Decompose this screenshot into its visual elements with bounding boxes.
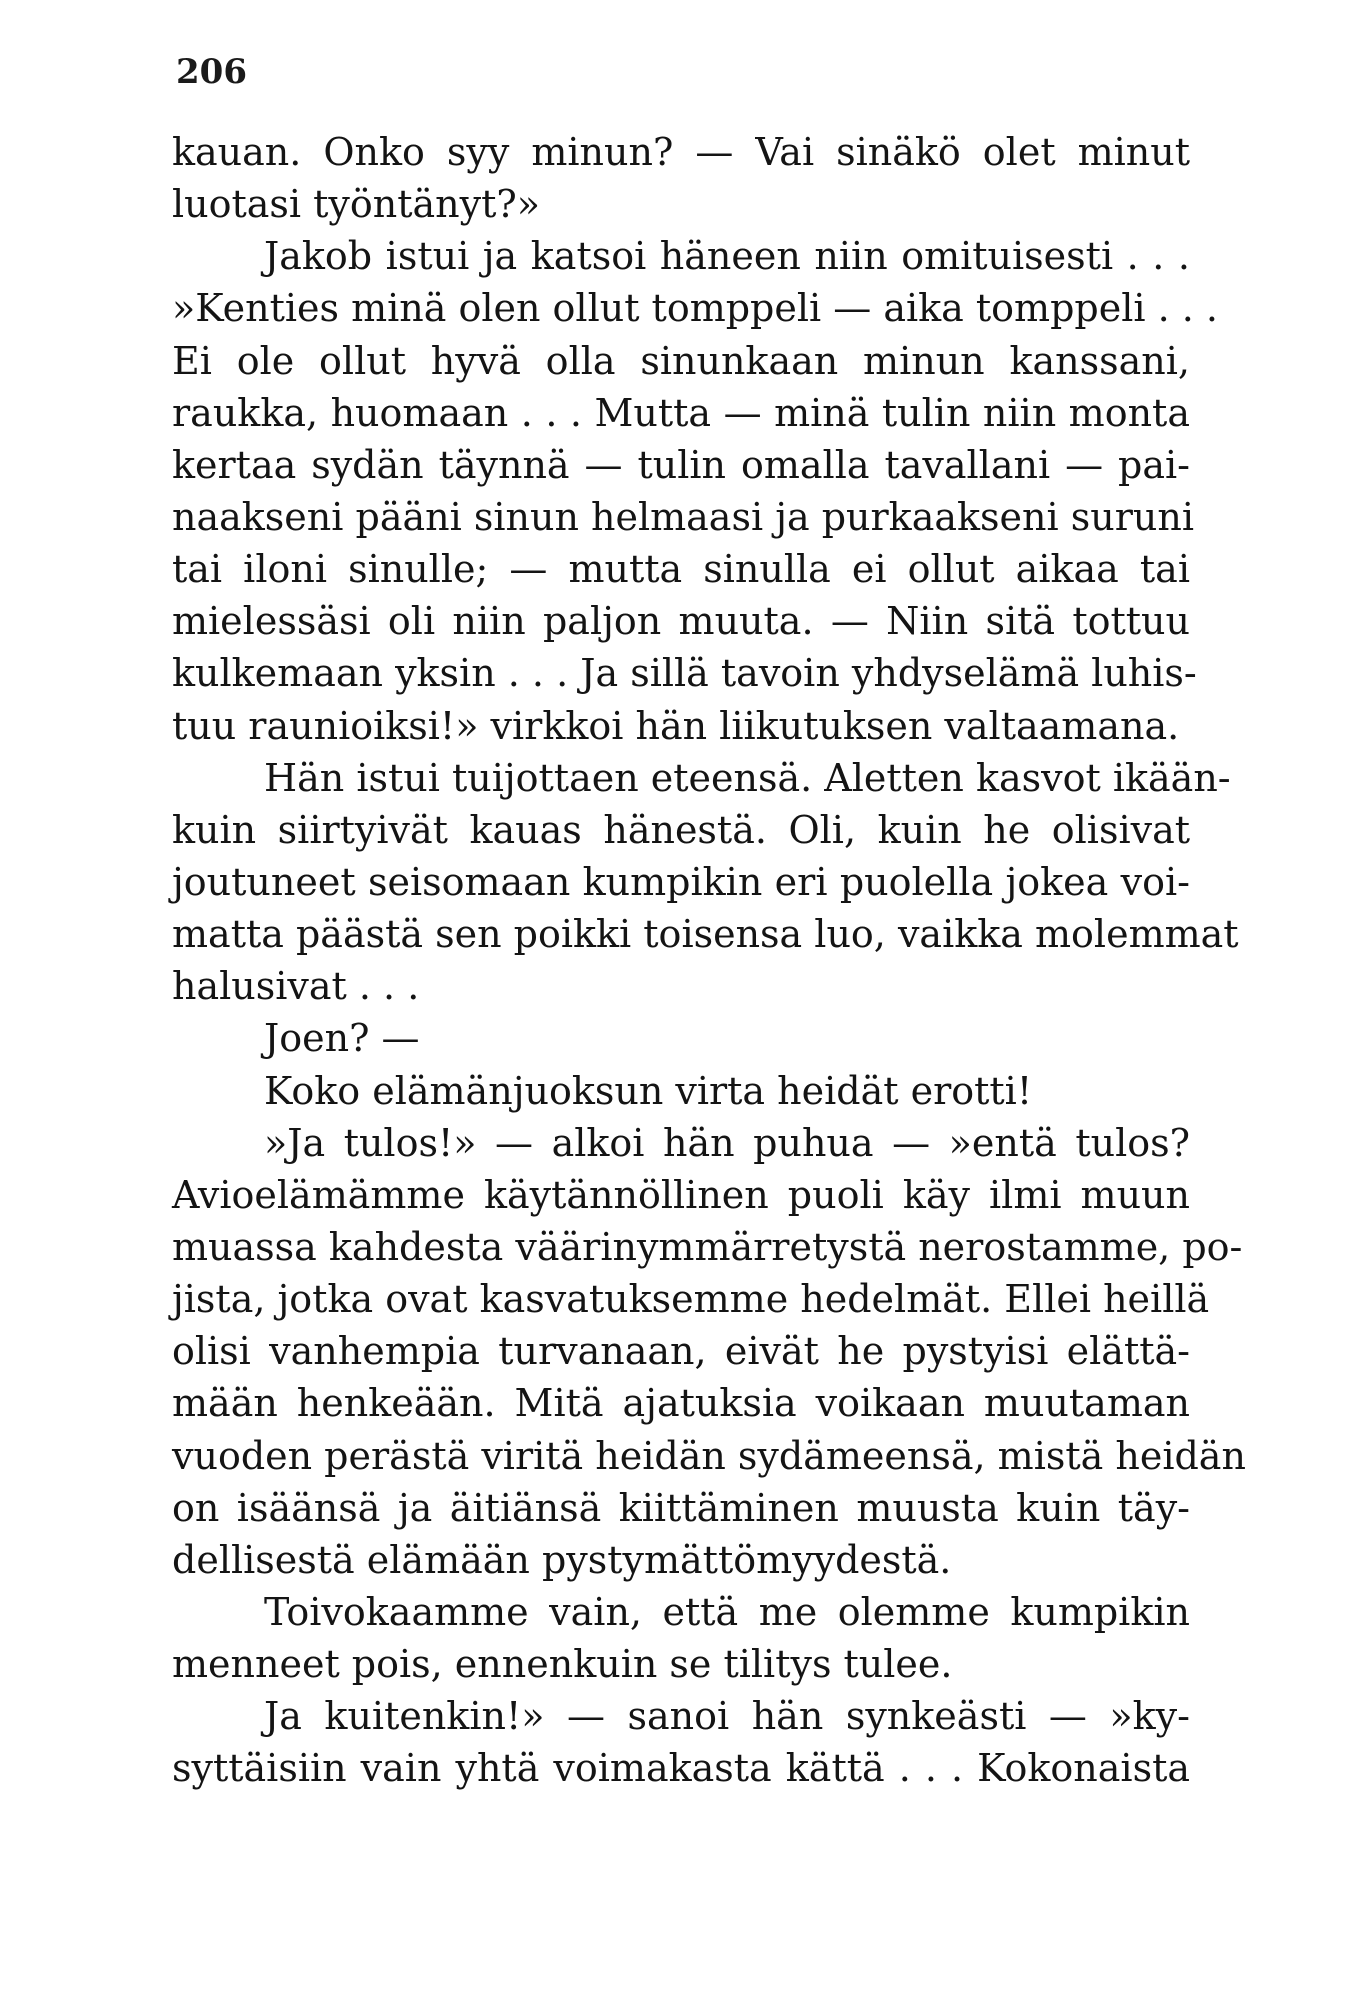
text-line: olisi vanhempia turvanaan, eivät he pystyisi elättä-: [172, 1329, 1190, 1374]
text-line: Toivokaamme vain, että me olemme kumpikin: [264, 1589, 1190, 1634]
text-line: Koko elämänjuoksun virta heidät erotti!: [264, 1068, 1033, 1113]
text-line: kulkemaan yksin . . . Ja sillä tavoin yhdyselämä luhis-: [172, 651, 1197, 696]
text-line: Avioelämämme käytännöllinen puoli käy ilmi muun: [172, 1172, 1190, 1217]
text-line: naakseni pääni sinun helmaasi ja purkaakseni suruni: [172, 494, 1194, 539]
text-line: tai iloni sinulle; — mutta sinulla ei ollut aikaa tai: [172, 547, 1190, 592]
text-line: Joen? —: [264, 1016, 420, 1061]
text-line: menneet pois, ennenkuin se tilitys tulee.: [172, 1642, 953, 1687]
text-line: matta päästä sen poikki toisensa luo, vaikka molemmat: [172, 912, 1239, 957]
body-text: [172, 126, 1246, 1795]
text-line: luotasi työntänyt?»: [172, 182, 541, 227]
text-line: vuoden perästä viritä heidän sydämeensä, mistä heidän: [172, 1433, 1246, 1478]
text-line: halusivat . . .: [172, 964, 420, 1009]
text-line: tuu raunioiksi!» virkkoi hän liikutuksen valtaamana.: [172, 703, 1180, 748]
text-line: muassa kahdesta väärinymmärretystä nerostamme, po-: [172, 1224, 1243, 1269]
text-line: Jakob istui ja katsoi häneen niin omituisesti . . .: [264, 234, 1190, 279]
text-line: raukka, huomaan . . . Mutta — minä tulin niin monta: [172, 390, 1190, 435]
text-line: Hän istui tuijottaen eteensä. Aletten kasvot ikään-: [264, 755, 1231, 800]
text-line: dellisestä elämään pystymättömyydestä.: [172, 1537, 952, 1582]
text-line: Ei ole ollut hyvä olla sinunkaan minun kanssani,: [172, 338, 1190, 383]
text-line: joutuneet seisomaan kumpikin eri puolella jokea voi-: [172, 859, 1190, 904]
text-line: Ja kuitenkin!» — sanoi hän synkeästi — »ky-: [264, 1694, 1190, 1739]
text-line: »Ja tulos!» — alkoi hän puhua — »entä tulos?: [264, 1120, 1190, 1165]
text-line: »Kenties minä olen ollut tomppeli — aika tomppeli . . .: [172, 286, 1219, 331]
text-line: mään henkeään. Mitä ajatuksia voikaan muutaman: [172, 1381, 1190, 1426]
text-line: kuin siirtyivät kauas hänestä. Oli, kuin he olisivat: [172, 807, 1190, 852]
text-line: mielessäsi oli niin paljon muuta. — Niin sitä tottuu: [172, 599, 1190, 644]
text-line: on isäänsä ja äitiänsä kiittäminen muusta kuin täy-: [172, 1485, 1190, 1530]
text-line: syttäisiin vain yhtä voimakasta kättä . . . Kokonaista: [172, 1746, 1190, 1791]
text-line: kertaa sydän täynnä — tulin omalla tavallani — pai-: [172, 442, 1190, 487]
page-number: 206: [176, 52, 247, 92]
text-line: kauan. Onko syy minun? — Vai sinäkö olet minut: [172, 130, 1190, 174]
text-line: jista, jotka ovat kasvatuksemme hedelmät. Ellei heillä: [172, 1277, 1210, 1322]
